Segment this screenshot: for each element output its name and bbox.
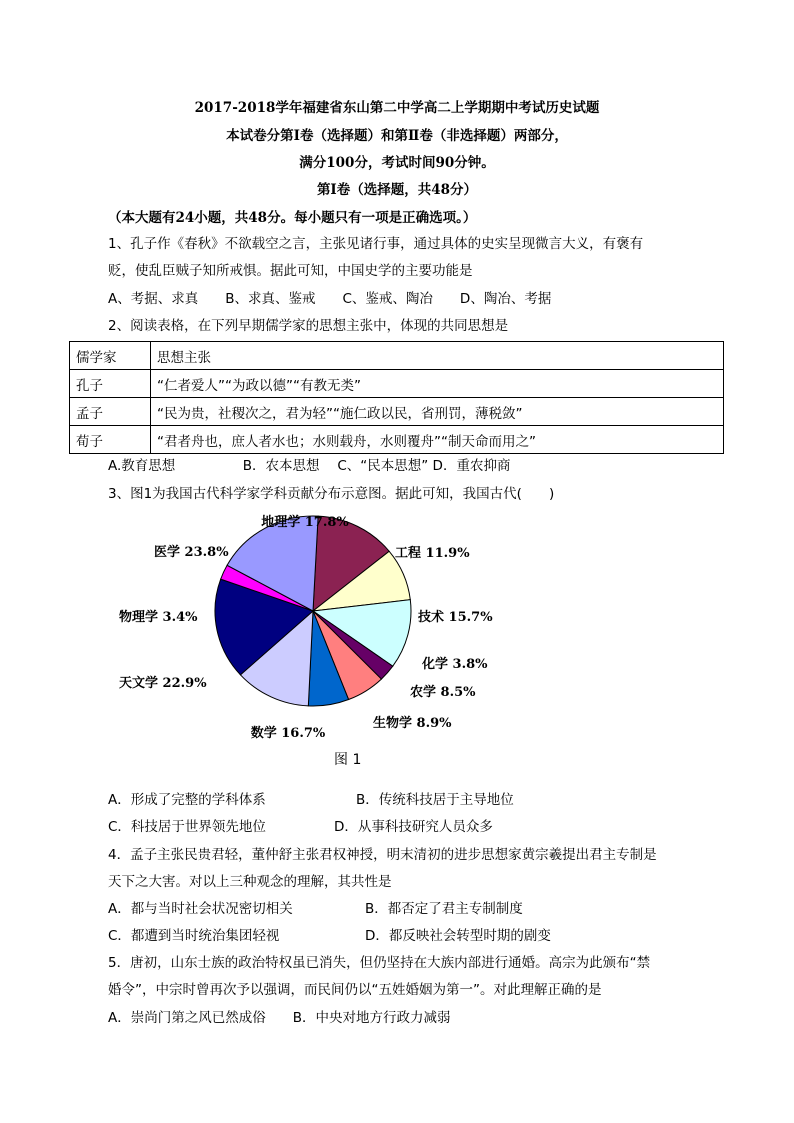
pie-label: 医学 23.8% [154, 545, 229, 560]
pie-label: 天文学 22.9% [119, 676, 207, 691]
exam-score-time: 满分100分，考试时间90分钟。 [299, 155, 495, 171]
q5-stem-line2: 婚令”，中宗时曾再次予以强调，而民间仍以“五姓婚姻为第一”。对此理解正确的是 [108, 982, 602, 998]
q2-options: A.教育思想 B．农本思想 C、“民本思想” D．重农抑商 [108, 458, 511, 474]
pie-label: 数学 16.7% [250, 726, 326, 741]
pie-label: 农学 8.5% [410, 685, 476, 700]
table-cell: “民为贵，社稷次之，君为轻”“施仁政以民，省刑罚，薄税敛” [151, 398, 724, 426]
pie-label: 工程 11.9% [395, 546, 470, 561]
q3-option-c: C．科技居于世界领先地位 [108, 819, 266, 835]
q3-option-a: A．形成了完整的学科体系 [108, 792, 266, 808]
table-cell: “君者舟也，庶人者水也；水则载舟，水则覆舟”“制天命而用之” [151, 426, 724, 454]
q1-stem-line1: 1、孔子作《春秋》不欲载空之言，主张见诸行事，通过具体的史实呈现微言大义，有褒有 [108, 236, 644, 252]
section-title: 第Ⅰ卷（选择题，共48分） [316, 182, 478, 198]
pie-label: 地理学 17.8% [261, 515, 349, 530]
q1-options: A、考据、求真 B、求真、鉴戒 C、鉴戒、陶冶 D、陶冶、考据 [108, 291, 552, 307]
table-row [70, 398, 724, 426]
table-cell: 荀子 [70, 426, 151, 454]
q3-option-b: B．传统科技居于主导地位 [356, 792, 514, 808]
q3-option-d: D．从事科技研究人员众多 [334, 819, 493, 835]
q4-option-a: A．都与当时社会状况密切相关 [108, 901, 293, 917]
pie-label: 化学 3.8% [422, 657, 488, 672]
exam-subtitle: 本试卷分第Ⅰ卷（选择题）和第Ⅱ卷（非选择题）两部分， [226, 128, 568, 144]
q4-option-c: C．都遭到当时统治集团轻视 [108, 928, 280, 944]
q4-option-b: B．都否定了君主专制制度 [365, 901, 523, 917]
q4-option-d: D．都反映社会转型时期的剧变 [365, 928, 551, 944]
table-cell: “仁者爱人”“为政以德”“有教无类” [151, 370, 724, 398]
q2-stem: 2、阅读表格，在下列早期儒学家的思想主张中，体现的共同思想是 [108, 318, 509, 334]
q2-table [69, 341, 724, 454]
q1-stem-line2: 贬，使乱臣贼子知所戒惧。据此可知，中国史学的主要功能是 [108, 263, 473, 279]
table-cell: 孟子 [70, 398, 151, 426]
pie-chart [100, 505, 600, 755]
q5-stem-line1: 5．唐初，山东士族的政治特权虽已消失，但仍坚持在大族内部进行通婚。高宗为此颁布“禁 [108, 955, 651, 971]
section-instruction: （本大题有24小题，共48分。每小题只有一项是正确选项。） [108, 210, 477, 226]
table-row [70, 426, 724, 454]
table-row [70, 342, 724, 370]
q3-stem: 3、图1为我国古代科学家学科贡献分布示意图。据此可知，我国古代( ) [108, 486, 555, 502]
pie-label: 生物学 8.9% [373, 716, 452, 731]
table-row [70, 370, 724, 398]
q4-stem-line2: 天下之大害。对以上三种观念的理解，其共性是 [108, 874, 392, 890]
exam-title: 2017-2018学年福建省东山第二中学高二上学期期中考试历史试题 [194, 100, 600, 116]
pie-label: 技术 15.7% [418, 610, 493, 625]
table-cell: 孔子 [70, 370, 151, 398]
pie-label: 物理学 3.4% [119, 610, 198, 625]
table-header-cell: 儒学家 [70, 342, 151, 370]
figure-caption: 图 1 [334, 752, 362, 768]
table-header-cell: 思想主张 [151, 342, 724, 370]
q5-options: A．崇尚门第之风已然成俗 B．中央对地方行政力减弱 [108, 1010, 451, 1026]
q4-stem-line1: 4．孟子主张民贵君轻，董仲舒主张君权神授，明末清初的进步思想家黄宗羲提出君主专制是 [108, 847, 657, 863]
